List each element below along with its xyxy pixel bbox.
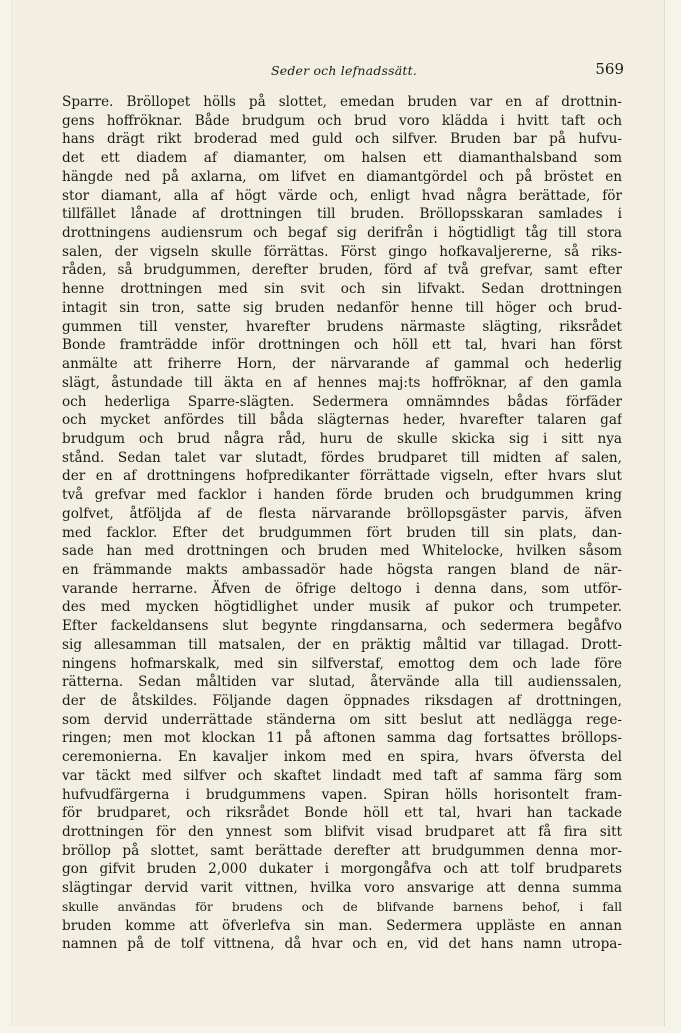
text-line: drottningens audiensrum och begaf sig derifrån i högtidligt tåg till stora (62, 225, 622, 242)
text-line: stor diamant, alla af högt värde och, enligt hvad några berättade, för (62, 187, 622, 204)
text-line: stånd. Sedan talet var slutadt, fördes brudparet till midten af salen, (62, 449, 622, 466)
text-line: gens hoffröknar. Både brudgum och brud voro klädda i hvitt taft och (62, 112, 622, 129)
text-line: hans drägt rikt broderad med guld och silfver. Bruden bar på hufvu- (62, 131, 622, 148)
text-line: der de åtskildes. Följande dagen öppnades riksdagen af drottningen, (62, 693, 622, 709)
text-line: salen, der vigseln skulle förrättas. Först gingo hofkavaljererne, så riks- (62, 243, 622, 260)
text-line: och hederliga Sparre-slägten. Sedermera omnämndes bådas förfäder (62, 393, 622, 410)
text-line: som dervid underrättade ständerna om sitt beslut att nedlägga rege- (62, 711, 622, 728)
text-line: bröllop på slottet, samt berättade derefter att brudgummen denna mor- (62, 842, 622, 859)
text-line: hufvudfärgerna i brudgummens vapen. Spiran hölls horisontelt fram- (62, 786, 622, 803)
page-number: 569 (595, 60, 624, 78)
text-line: varande herrarne. Äfven de öfrige deltogo i denna dans, som utför- (62, 580, 622, 597)
text-line: bruden komme att öfverlefva sin man. Sedermera uppläste en annan (62, 917, 622, 934)
text-line: två grefvar med facklor i handen förde bruden och brudgummen kring (62, 487, 622, 504)
text-line: slägt, åstundade till äkta en af hennes maj:ts hoffröknar, af den gamla (62, 374, 622, 391)
text-line: hängde ned på axlarna, om lifvet en diamantgördel och på bröstet en (62, 168, 622, 185)
text-line: golfvet, åtföljda af de flesta närvarande bröllopsgäster parvis, äfven (62, 505, 622, 522)
text-line: Sparre. Bröllopet hölls på slottet, emedan bruden var en af drottnin- (62, 94, 622, 110)
text-line: sade han med drottningen och bruden med Whitelocke, hvilken såsom (62, 543, 622, 560)
text-line: råden, så brudgummen, derefter bruden, förd af två grefvar, samt efter (62, 262, 622, 279)
text-line: gummen till venster, hvarefter brudens närmaste slägting, riksrådet (62, 318, 622, 335)
text-line: anmälte att friherre Horn, der närvarande af gammal och hederlig (62, 356, 622, 373)
text-line: tillfället lånade af drottningen till bruden. Bröllopsskaran samlades i (62, 206, 622, 223)
text-line: ningens hofmarskalk, med sin silfverstaf, emottog dem och lade före (62, 655, 622, 672)
text-line: skulle användas för brudens och de blifvande barnens behof, i fall (62, 899, 622, 914)
text-line: och mycket anfördes till båda slägternas heder, hvarefter talaren gaf (62, 412, 622, 429)
body-text (62, 93, 622, 954)
text-line: det ett diadem af diamanter, om halsen ett diamanthalsband som (62, 150, 622, 167)
text-line: sig allesamman till matsalen, der en präktig måltid var tillagad. Drott- (62, 636, 622, 653)
book-page (12, 0, 664, 1026)
text-line: slägtingar dervid varit vittnen, hvilka voro ansvarige att denna summa (62, 880, 622, 897)
running-title: Seder och lefnadssätt. (270, 63, 418, 78)
text-line: för brudparet, och riksrådet Bonde höll ett tal, hvari han tackade (62, 805, 622, 822)
text-line: gon gifvit bruden 2,000 dukater i morgongåfva och att tolf brudparets (62, 861, 622, 878)
text-line: drottningen för den ynnest som blifvit visad brudparet att få fira sitt (62, 824, 622, 841)
text-line: ceremonierna. En kavaljer inkom med en spira, hvars öfversta del (62, 749, 622, 766)
text-line: der en af drottningens hofpredikanter förrättade vigseln, efter hvars slut (62, 468, 622, 485)
text-line: med facklor. Efter det brudgummen fört bruden till sin plats, dan- (62, 524, 622, 541)
text-line: var täckt med silfver och skaftet lindadt med taft af samma färg som (62, 767, 622, 784)
text-line: brudgum och brud några råd, huru de skulle skicka sig i sitt nya (62, 430, 622, 447)
text-line: ringen; men mot klockan 11 på aftonen samma dag fortsattes bröllops- (62, 730, 622, 747)
text-line: namnen på de tolf vittnena, då hvar och en, vid det hans namn utropa- (62, 936, 622, 953)
text-line: intagit sin tron, satte sig bruden nedanför henne till höger och brud- (62, 299, 622, 316)
text-line: henne drottningen med sin svit och sin lifvakt. Sedan drottningen (62, 281, 622, 298)
text-line: Efter fackeldansens slut begynte ringdansarna, och sedermera begåfvo (62, 618, 622, 635)
text-line: rätterna. Sedan måltiden var slutad, återvände alla till audienssalen, (62, 674, 622, 691)
text-line: Bonde framträdde inför drottningen och höll ett tal, hvari han först (62, 337, 622, 354)
text-line: des med mycken högtidlighet under musik af pukor och trumpeter. (62, 599, 622, 616)
text-line: en främmande makts ambassadör hade högsta rangen bland de när- (62, 561, 622, 578)
page-header (64, 58, 624, 82)
